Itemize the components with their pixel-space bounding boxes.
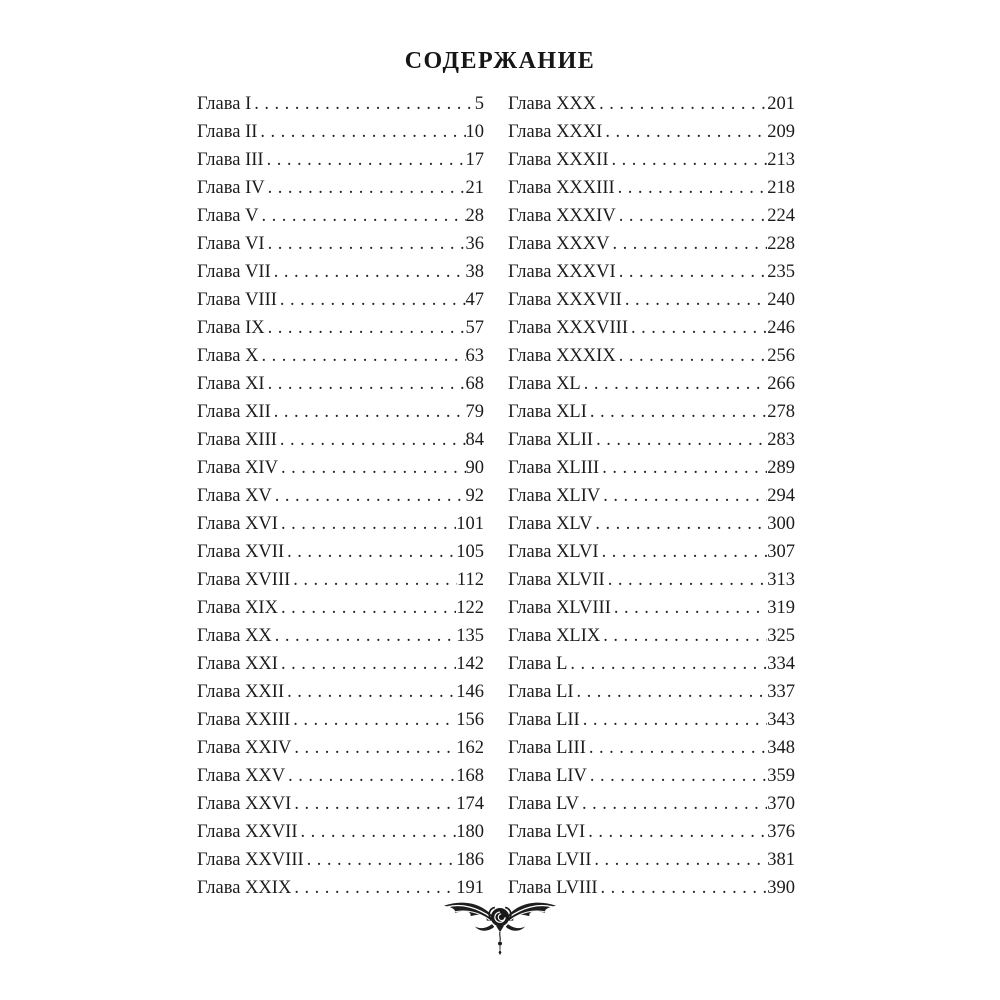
toc-entry-page: 168	[456, 766, 484, 786]
toc-entry-label: Глава XXXI	[508, 122, 603, 142]
toc-entry-page: 63	[465, 346, 484, 366]
toc-entry	[197, 146, 484, 174]
dot-leader	[287, 678, 456, 706]
toc-entry-label: Глава XLII	[508, 430, 594, 450]
page-title: СОДЕРЖАНИЕ	[404, 48, 596, 75]
toc-entry-label: Глава VII	[197, 262, 271, 282]
toc-entry-label: Глава XLVIII	[508, 598, 611, 618]
toc-entry-label: Глава XXIV	[197, 738, 292, 758]
toc-entry-label: Глава XXV	[197, 766, 286, 786]
toc-entry-page: 256	[767, 346, 795, 366]
toc-entry	[508, 174, 795, 202]
toc-entry-page: 313	[767, 570, 795, 590]
toc-entry-label: Глава X	[197, 346, 259, 366]
toc-entry	[197, 790, 484, 818]
toc-entry-label: Глава XVIII	[197, 570, 291, 590]
dot-leader	[602, 454, 767, 482]
toc-entry-page: 101	[456, 514, 484, 534]
toc-column-right	[508, 90, 795, 902]
toc-entry	[508, 734, 795, 762]
dot-leader	[300, 818, 456, 846]
toc-entry	[197, 398, 484, 426]
toc-entry	[508, 286, 795, 314]
toc-entry-label: Глава LII	[508, 710, 580, 730]
toc-entry	[197, 566, 484, 594]
toc-entry-label: Глава XV	[197, 486, 272, 506]
toc-entry-label: Глава II	[197, 122, 258, 142]
toc-entry	[197, 762, 484, 790]
toc-entry-label: Глава L	[508, 654, 568, 674]
rose-vignette-icon	[437, 893, 563, 962]
toc-entry-page: 57	[465, 318, 484, 338]
toc-entry	[197, 454, 484, 482]
dot-leader	[601, 874, 768, 902]
toc-entry-label: Глава XXXIII	[508, 178, 615, 198]
dot-leader	[288, 762, 456, 790]
toc-entry-label: Глава XXI	[197, 654, 278, 674]
toc-entry-page: 218	[767, 178, 795, 198]
toc-entry	[197, 426, 484, 454]
toc-entry-label: Глава XLIV	[508, 486, 601, 506]
toc-entry	[508, 426, 795, 454]
dot-leader	[583, 706, 768, 734]
toc-entry	[508, 146, 795, 174]
toc-entry-label: Глава LIII	[508, 738, 586, 758]
toc-entry	[508, 622, 795, 650]
toc-entry-page: 235	[767, 262, 795, 282]
dot-leader	[260, 118, 465, 146]
toc-entry-label: Глава XLV	[508, 514, 593, 534]
toc-entry-page: 300	[767, 514, 795, 534]
dot-leader	[611, 146, 767, 174]
toc-entry-page: 289	[767, 458, 795, 478]
toc-entry	[197, 706, 484, 734]
toc-entry-label: Глава XXXIX	[508, 346, 616, 366]
toc-entry-page: 337	[767, 682, 795, 702]
toc-entry-label: Глава VIII	[197, 290, 277, 310]
dot-leader	[268, 314, 466, 342]
toc-entry	[197, 482, 484, 510]
toc-entry-label: Глава V	[197, 206, 259, 226]
toc-entry-page: 334	[767, 654, 795, 674]
toc-entry	[197, 734, 484, 762]
toc-entry-label: Глава XL	[508, 374, 581, 394]
dot-leader	[613, 230, 768, 258]
toc-entry-label: Глава XIII	[197, 430, 277, 450]
toc-entry-label: Глава LIV	[508, 766, 587, 786]
toc-entry-label: Глава XIV	[197, 458, 278, 478]
toc-entry	[197, 510, 484, 538]
dot-leader	[280, 426, 466, 454]
toc-columns	[197, 90, 795, 902]
toc-entry-page: 162	[456, 738, 484, 758]
dot-leader	[608, 566, 768, 594]
dot-leader	[619, 202, 768, 230]
toc-entry-label: Глава XXVIII	[197, 850, 304, 870]
dot-leader	[294, 874, 456, 902]
toc-entry	[508, 762, 795, 790]
toc-entry-page: 135	[456, 626, 484, 646]
toc-entry-label: Глава XX	[197, 626, 272, 646]
dot-leader	[274, 258, 466, 286]
toc-entry-page: 307	[767, 542, 795, 562]
dot-leader	[280, 286, 466, 314]
dot-leader	[603, 482, 767, 510]
toc-entry	[197, 538, 484, 566]
toc-entry	[508, 314, 795, 342]
toc-entry-page: 10	[465, 122, 484, 142]
toc-entry	[508, 454, 795, 482]
dot-leader	[261, 342, 465, 370]
dot-leader	[619, 342, 768, 370]
toc-entry-page: 213	[767, 150, 795, 170]
toc-entry-page: 246	[767, 318, 795, 338]
toc-entry-label: Глава XXIX	[197, 878, 292, 898]
toc-entry	[508, 118, 795, 146]
dot-leader	[281, 454, 466, 482]
dot-leader	[618, 174, 768, 202]
toc-entry-label: Глава XXXIV	[508, 206, 616, 226]
dot-leader	[254, 90, 475, 118]
toc-entry-page: 84	[465, 430, 484, 450]
toc-entry	[197, 314, 484, 342]
toc-entry-label: Глава XVII	[197, 542, 285, 562]
dot-leader	[625, 286, 767, 314]
toc-entry-page: 112	[456, 570, 484, 590]
dot-leader	[267, 146, 466, 174]
toc-entry-page: 122	[456, 598, 484, 618]
dot-leader	[577, 678, 768, 706]
dot-leader	[294, 734, 456, 762]
toc-entry-label: Глава XLIII	[508, 458, 600, 478]
toc-entry-label: Глава XXVI	[197, 794, 292, 814]
toc-entry-page: 319	[767, 598, 795, 618]
toc-entry-label: Глава XXXVI	[508, 262, 616, 282]
dot-leader	[268, 230, 466, 258]
toc-entry	[508, 230, 795, 258]
toc-entry	[508, 398, 795, 426]
toc-entry-page: 390	[767, 878, 795, 898]
toc-entry	[508, 538, 795, 566]
toc-entry-page: 142	[456, 654, 484, 674]
toc-entry-page: 90	[465, 458, 484, 478]
dot-leader	[619, 258, 768, 286]
dot-leader	[599, 90, 767, 118]
toc-entry-page: 186	[456, 850, 484, 870]
toc-entry	[508, 370, 795, 398]
toc-entry	[508, 846, 795, 874]
toc-entry-label: Глава LI	[508, 682, 574, 702]
toc-entry-page: 343	[767, 710, 795, 730]
dot-leader	[307, 846, 457, 874]
toc-entry-page: 381	[767, 850, 795, 870]
toc-entry	[197, 118, 484, 146]
toc-entry	[197, 622, 484, 650]
toc-entry	[508, 790, 795, 818]
toc-entry	[508, 90, 795, 118]
toc-entry-page: 28	[465, 206, 484, 226]
toc-entry	[508, 482, 795, 510]
toc-entry-page: 68	[465, 374, 484, 394]
dot-leader	[275, 622, 456, 650]
toc-entry-page: 240	[767, 290, 795, 310]
dot-leader	[582, 790, 767, 818]
toc-entry	[508, 202, 795, 230]
toc-entry-page: 294	[767, 486, 795, 506]
toc-entry	[197, 594, 484, 622]
dot-leader	[268, 370, 466, 398]
toc-entry-label: Глава III	[197, 150, 264, 170]
toc-entry-page: 283	[767, 430, 795, 450]
dot-leader	[275, 482, 466, 510]
toc-entry-label: Глава XIX	[197, 598, 278, 618]
toc-entry-label: Глава XVI	[197, 514, 278, 534]
toc-entry-page: 156	[456, 710, 484, 730]
dot-leader	[293, 706, 456, 734]
toc-entry	[508, 650, 795, 678]
toc-entry-label: Глава XLVI	[508, 542, 599, 562]
toc-entry	[508, 678, 795, 706]
toc-entry-label: Глава XXVII	[197, 822, 298, 842]
dot-leader	[281, 594, 456, 622]
toc-entry-label: Глава XXXVII	[508, 290, 622, 310]
dot-leader	[293, 566, 457, 594]
toc-entry	[197, 90, 484, 118]
dot-leader	[590, 762, 767, 790]
toc-entry	[197, 202, 484, 230]
toc-entry-label: Глава XXIII	[197, 710, 291, 730]
dot-leader	[268, 174, 466, 202]
toc-entry	[197, 286, 484, 314]
toc-entry	[197, 370, 484, 398]
toc-entry-page: 36	[465, 234, 484, 254]
toc-entry-label: Глава I	[197, 94, 252, 114]
dot-leader	[631, 314, 767, 342]
toc-entry	[197, 230, 484, 258]
dot-leader	[605, 118, 767, 146]
toc-entry	[197, 846, 484, 874]
dot-leader	[595, 510, 767, 538]
toc-entry	[508, 594, 795, 622]
toc-entry-label: Глава LVIII	[508, 878, 598, 898]
dot-leader	[274, 398, 466, 426]
toc-entry-label: Глава XXXVIII	[508, 318, 628, 338]
toc-entry-page: 228	[767, 234, 795, 254]
toc-entry-page: 191	[456, 878, 484, 898]
toc-entry-label: Глава XXXV	[508, 234, 610, 254]
dot-leader	[261, 202, 465, 230]
toc-entry-page: 79	[465, 402, 484, 422]
dot-leader	[570, 650, 767, 678]
toc-entry-page: 180	[456, 822, 484, 842]
dot-leader	[603, 622, 767, 650]
toc-entry-label: Глава VI	[197, 234, 265, 254]
dot-leader	[594, 846, 767, 874]
floral-vignette	[437, 893, 563, 967]
toc-entry-page: 209	[767, 122, 795, 142]
dot-leader	[588, 818, 767, 846]
toc-entry	[197, 818, 484, 846]
toc-entry-label: Глава XXXII	[508, 150, 609, 170]
dot-leader	[596, 426, 767, 454]
toc-entry-page: 278	[767, 402, 795, 422]
toc-entry-label: Глава XXII	[197, 682, 285, 702]
toc-entry	[508, 706, 795, 734]
toc-entry-label: Глава LVII	[508, 850, 592, 870]
toc-entry-page: 174	[456, 794, 484, 814]
dot-leader	[602, 538, 768, 566]
toc-entry-label: Глава XII	[197, 402, 271, 422]
toc-entry-page: 146	[456, 682, 484, 702]
toc-entry-page: 370	[767, 794, 795, 814]
toc-entry-page: 325	[767, 626, 795, 646]
toc-entry-page: 105	[456, 542, 484, 562]
toc-entry-label: Глава XXX	[508, 94, 597, 114]
dot-leader	[584, 370, 768, 398]
toc-entry-label: Глава LV	[508, 794, 580, 814]
dot-leader	[281, 650, 456, 678]
toc-entry-label: Глава XLI	[508, 402, 587, 422]
toc-entry-page: 17	[465, 150, 484, 170]
toc-entry-label: Глава XLIX	[508, 626, 601, 646]
toc-entry	[197, 650, 484, 678]
toc-entry	[508, 258, 795, 286]
toc-entry-label: Глава XI	[197, 374, 265, 394]
toc-entry-page: 92	[465, 486, 484, 506]
toc-entry	[508, 510, 795, 538]
toc-entry-label: Глава XLVII	[508, 570, 605, 590]
toc-entry-page: 376	[767, 822, 795, 842]
toc-entry	[197, 174, 484, 202]
toc-entry-page: 201	[767, 94, 795, 114]
toc-entry-page: 224	[767, 206, 795, 226]
toc-entry	[197, 258, 484, 286]
toc-column-left	[197, 90, 484, 902]
toc-entry-page: 359	[767, 766, 795, 786]
toc-entry-label: Глава LVI	[508, 822, 586, 842]
toc-entry	[508, 342, 795, 370]
dot-leader	[294, 790, 456, 818]
toc-entry-page: 5	[474, 94, 484, 114]
toc-entry	[508, 566, 795, 594]
toc-entry-page: 266	[767, 374, 795, 394]
dot-leader	[281, 510, 456, 538]
dot-leader	[589, 734, 767, 762]
dot-leader	[287, 538, 456, 566]
toc-entry-page: 21	[465, 178, 484, 198]
toc-entry	[197, 678, 484, 706]
toc-entry-page: 38	[465, 262, 484, 282]
toc-entry-label: Глава IV	[197, 178, 265, 198]
toc-entry-page: 348	[767, 738, 795, 758]
dot-leader	[614, 594, 767, 622]
dot-leader	[590, 398, 767, 426]
toc-entry-label: Глава IX	[197, 318, 265, 338]
toc-entry	[197, 342, 484, 370]
toc-entry-page: 47	[465, 290, 484, 310]
toc-entry	[508, 818, 795, 846]
